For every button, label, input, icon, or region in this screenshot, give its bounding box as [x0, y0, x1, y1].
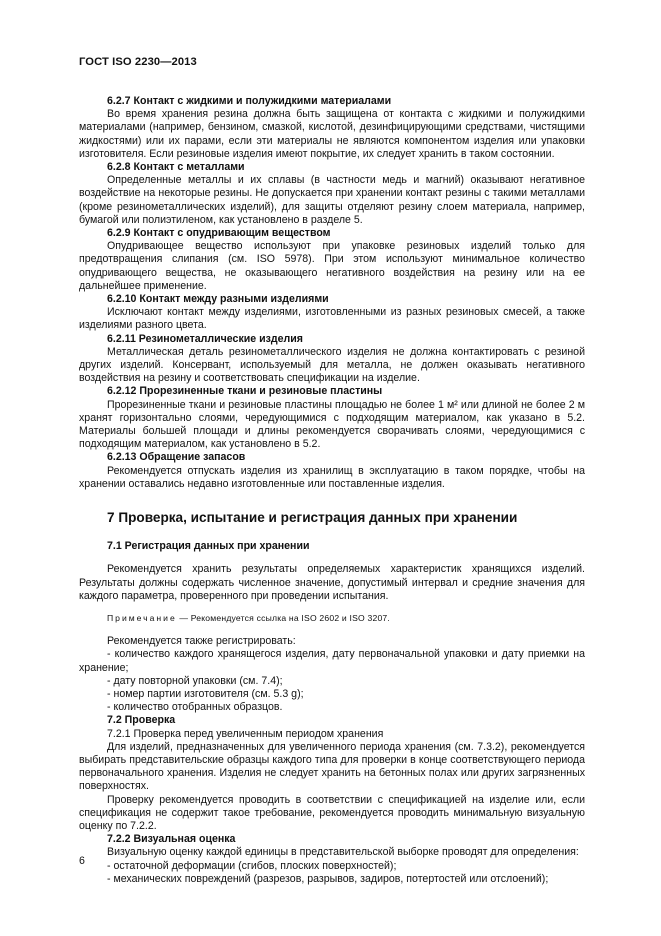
note-text: — Рекомендуется ссылка на ISO 2602 и ISO 3207. — [176, 612, 391, 623]
section-heading-6-2-8: 6.2.8 Контакт с металлами — [107, 161, 245, 174]
list-item: - дату повторной упаковки (см. 7.4); — [107, 674, 283, 687]
paragraph-6-2-12: Прорезиненные ткани и резиновые пластины площадью не более 1 м² или длиной не более 2 м хранят горизонтально слоями, чередующимися с подходящим материалом, как указано в 5.2. Материалы большей площади и длины рекомендуется сворачивать слоями, чередующимися с подходящим материалом, как установлено в 5.2. — [79, 398, 585, 451]
page-number: 6 — [79, 855, 85, 867]
section-heading-6-2-7: 6.2.7 Контакт с жидкими и полужидкими материалами — [107, 95, 392, 107]
paragraph-6-2-11: Металлическая деталь резинометаллического изделия не должна контактировать с резиной других изделий. Консервант, используемый для металла, не должен оказывать негативного воздействия на резину и соответствовать спецификации на изделие. — [79, 345, 585, 385]
section-heading-6-2-13: 6.2.13 Обращение запасов — [107, 451, 246, 464]
list-item: - количество отобранных образцов. — [107, 701, 283, 714]
note — [79, 612, 585, 625]
paragraph-6-2-9: Опудривающее вещество используют при упаковке резиновых изделий только для предотвращения слипания (см. ISO 5978). При этом используют минимальное количество опудривающего вещества, не оказывающего негативного воздействия на резину или на ее дальнейшее применение. — [79, 240, 585, 292]
document-header: ГОСТ ISO 2230—2013 — [79, 56, 197, 68]
paragraph-6-2-13: Рекомендуется отпускать изделия из хранилищ в эксплуатацию в таком порядке, чтобы на хранении оставались недавно изготовленные или поставленные изделия. — [79, 464, 585, 490]
chapter-heading-7: 7 Проверка, испытание и регистрация данных при хранении — [107, 510, 518, 526]
section-heading-6-2-10: 6.2.10 Контакт между разными изделиями — [107, 293, 329, 306]
section-heading-6-2-11: 6.2.11 Резинометаллические изделия — [107, 332, 303, 345]
paragraph-6-2-8: Определенные металлы и их сплавы (в частности медь и магний) оказывают негативное воздействие на некоторые резины. Не допускается при хранении контакт резины с такими металлами (кроме резинометаллических изделий), для защиты отделяют резину слоем материала, например, бумагой или полиэтиленом, как установлено в разделе 5. — [79, 174, 585, 226]
list-item: - количество каждого хранящегося изделия, дату первоначальной упаковки и дату приемки на хранение; — [79, 648, 585, 674]
paragraph-7-1-also: Рекомендуется также регистрировать: — [107, 635, 296, 648]
subsection-heading-7-2-1: 7.2.1 Проверка перед увеличенным периодом хранения — [107, 727, 384, 740]
list-item: - остаточной деформации (сгибов, плоских поверхностей); — [107, 859, 397, 872]
paragraph-7-2-1-b: Проверку рекомендуется проводить в соответствии с спецификацией на изделие или, если спецификация не содержит такое требование, рекомендуется проводить минимальную визуальную оценку по 7.2.2. — [79, 793, 585, 832]
section-heading-7-2: 7.2 Проверка — [107, 714, 176, 727]
paragraph-6-2-10: Исключают контакт между изделиями, изготовленными из разных резиновых смесей, а также изделиями разного цвета. — [79, 306, 585, 332]
paragraph-7-2-2: Визуальную оценку каждой единицы в представительской выборке проводят для определения: — [107, 846, 579, 859]
section-heading-6-2-12: 6.2.12 Прорезиненные ткани и резиновые пластины — [107, 385, 383, 398]
section-heading-7-2-2: 7.2.2 Визуальная оценка — [107, 833, 236, 846]
section-heading-6-2-9: 6.2.9 Контакт с опудривающим веществом — [107, 227, 331, 240]
list-item: - механических повреждений (разрезов, разрывов, задиров, потертостей или отслоений); — [107, 872, 549, 885]
list-item: - номер партии изготовителя (см. 5.3 g); — [107, 687, 304, 700]
document-body — [79, 95, 585, 886]
note-label: Примечание — [107, 612, 177, 623]
paragraph-7-1: Рекомендуется хранить результаты определяемых характеристик хранящихся изделий. Результаты должны содержать численное значение, допустимый интервал и средние значения для каждого параметра, проверенного при проведении испытания. — [79, 563, 585, 602]
section-heading-7-1: 7.1 Регистрация данных при хранении — [107, 540, 310, 553]
paragraph-6-2-7: Во время хранения резина должна быть защищена от контакта с жидкими и полужидкими материалами (например, бензином, смазкой, кислотой, дезинфицирующими средствами, чистящими жидкостями) или их парами, если эти материалы не являются компонентом изделия или упаковки изготовителя. Если резиновые изделия имеют покрытие, их следует хранить в таком состоянии. — [79, 108, 585, 160]
paragraph-7-2-1: Для изделий, предназначенных для увеличенного периода хранения (см. 7.3.2), рекомендуется выбирать представительские образцы каждого типа для проверки в конце соответствующего периода первоначального хранения. Изделия не следует хранить на бетонных полах или других загрязненных поверхностях. — [79, 740, 585, 793]
